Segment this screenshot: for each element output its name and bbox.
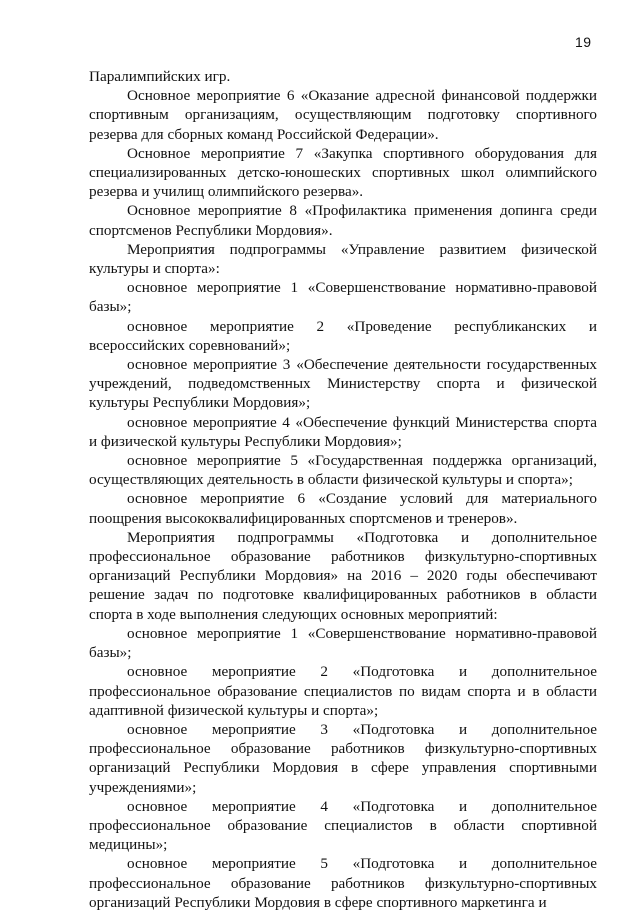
page-number: 19 [575,34,592,50]
paragraph: основное мероприятие 5 «Государственная поддержка организаций, осуществляющих деятельность в области физической культуры и спорта»; [89,452,597,489]
paragraph: Основное мероприятие 8 «Профилактика применения допинга среди спортсменов Республики Мордовия». [89,202,597,239]
paragraph: Основное мероприятие 6 «Оказание адресной финансовой поддержки спортивным организациям, осуществляющим подготовку спортивного резерва для сборных команд Российской Федерации». [89,87,597,143]
paragraph: Основное мероприятие 7 «Закупка спортивного оборудования для специализированных детско-юношеских спортивных школ олимпийского резерва и училищ олимпийского резерва». [89,144,597,201]
paragraph: основное мероприятие 1 «Совершенствование нормативно-правовой базы»; [89,624,597,662]
paragraph: основное мероприятие 5 «Подготовка и дополнительное профессиональное образование работников физкультурно-спортивных организаций Республики Мордовия в сфере спортивного маркетинга и [89,855,597,911]
paragraph: Паралимпийских игр. [89,68,231,85]
paragraph: Мероприятия подпрограммы «Управление развитием физической культуры и спорта»: [89,240,597,278]
paragraph: основное мероприятие 2 «Подготовка и дополнительное профессиональное образование специалистов по видам спорта и в области адаптивной физической культуры и спорта»; [89,663,597,719]
paragraph: основное мероприятие 4 «Обеспечение функций Министерства спорта и физической культуры Республики Мордовия»; [89,413,597,450]
document-body [89,67,597,912]
paragraph: основное мероприятие 6 «Создание условий для материального поощрения высококвалифицированных спортсменов и тренеров». [89,490,597,527]
paragraph: основное мероприятие 3 «Обеспечение деятельности государственных учреждений, подведомственных Министерству спорта и физической культуры Республики Мордовия»; [89,356,597,412]
paragraph: основное мероприятие 3 «Подготовка и дополнительное профессиональное образование работников физкультурно-спортивных организаций Республики Мордовия в сфере управления спортивными учреждениями»; [89,720,597,796]
paragraph: основное мероприятие 2 «Проведение республиканских и всероссийских соревнований»; [89,317,597,354]
paragraph: Мероприятия подпрограммы «Подготовка и дополнительное профессиональное образование работников физкультурно-спортивных организаций Республики Мордовия» на 2016 – 2020 годы обеспечивают решение задач по подготовке квалифицированных работников в области спорта в ходе выполнения следующих основных мероприятий: [89,528,597,623]
paragraph: основное мероприятие 4 «Подготовка и дополнительное профессиональное образование специалистов в области спортивной медицины»; [89,797,597,854]
paragraph: основное мероприятие 1 «Совершенствование нормативно-правовой базы»; [89,279,597,316]
